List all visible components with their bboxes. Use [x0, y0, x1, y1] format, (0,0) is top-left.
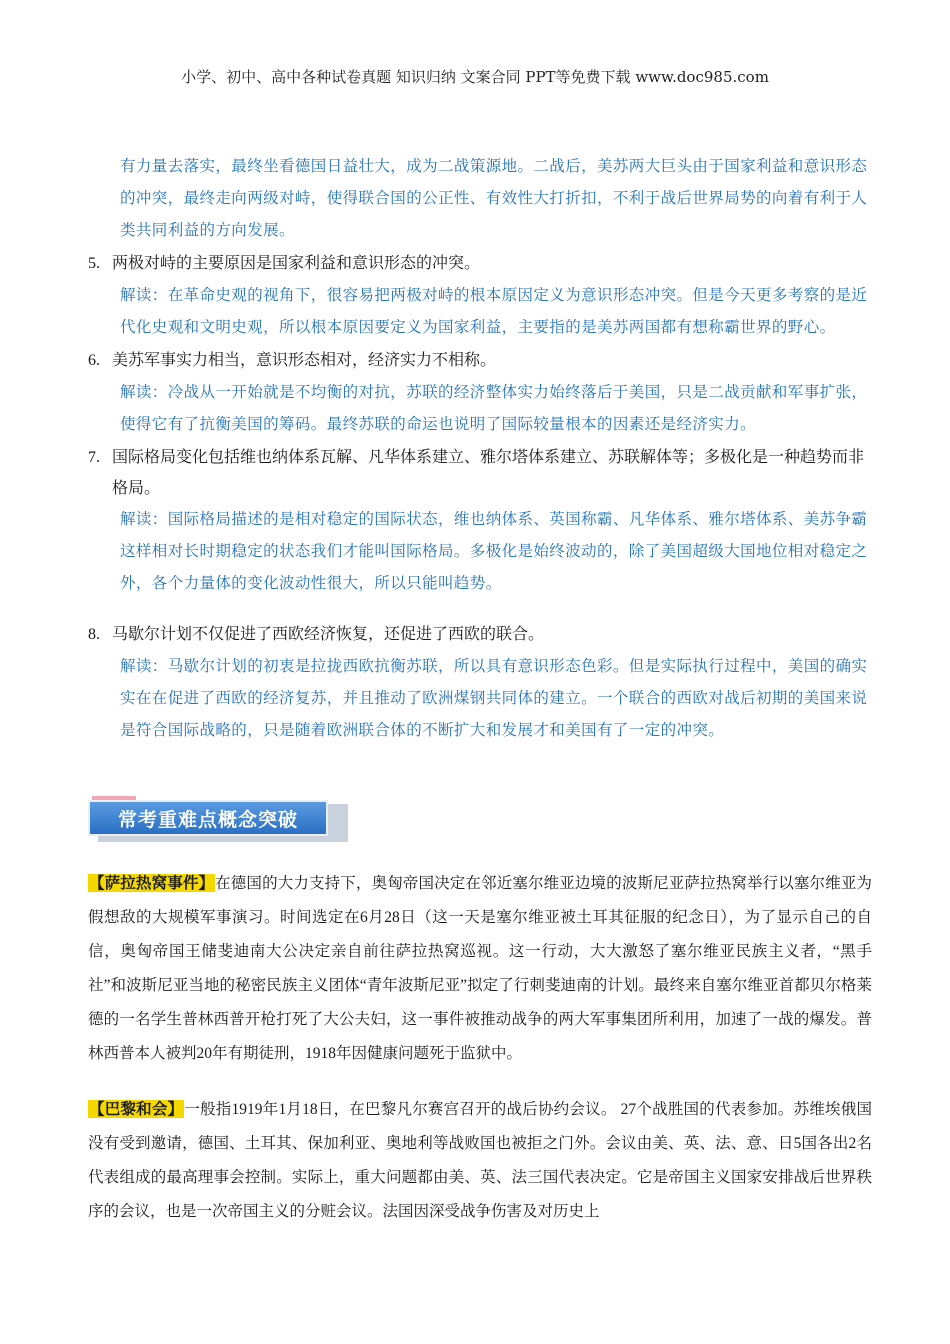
interp-label: 解读： [120, 510, 168, 528]
interp-text: 国际格局描述的是相对稳定的国际状态，维也纳体系、英国称霸、凡华体系、雅尔塔体系、美苏争霸这样相对长时期稳定的状态我们才能叫国际格局。多极化是始终波动的，除了美国超级大国地位相对稳定之外，各个力量体的变化波动性很大，所以只能叫趋势。 [120, 510, 868, 592]
list-item [88, 442, 870, 503]
list-item [88, 345, 870, 376]
concept-paragraph [88, 1092, 872, 1229]
header-text: 小学、初中、高中各种试卷真题 知识归纳 文案合同 PPT等免费下载 www.doc985.com [181, 68, 769, 86]
concept-tag: 【萨拉热窝事件】 [89, 874, 215, 892]
interpretation-paragraph [120, 376, 870, 440]
list-item [88, 248, 870, 279]
section-banner [88, 796, 348, 848]
interp-label: 解读： [120, 286, 168, 304]
interp-label: 解读： [120, 657, 168, 675]
concept-tag: 【巴黎和会】 [89, 1100, 184, 1118]
item-statement: 国际格局变化包括维也纳体系瓦解、凡华体系建立、雅尔塔体系建立、苏联解体等；多极化是一种趋势而非格局。 [112, 447, 865, 497]
item-number: 8. [88, 626, 100, 643]
concept-text: 在德国的大力支持下，奥匈帝国决定在邻近塞尔维亚边境的波斯尼亚萨拉热窝举行以塞尔维亚为假想敌的大规模军事演习。时间选定在6月28日（这一天是塞尔维亚被土耳其征服的纪念日），为了显示自己的自信，奥匈帝国王储斐迪南大公决定亲自前往萨拉热窝巡视。这一行动，大大激怒了塞尔维亚民族主义者，“黑手社”和波斯尼亚当地的秘密民族主义团体“青年波斯尼亚”拟定了行刺斐迪南的计划。最终来自塞尔维亚首都贝尔格莱德的一名学生普林西普开枪打死了大公夫妇，这一事件被推动战争的两大军事集团所利用，加速了一战的爆发。普林西普本人被判20年有期徒刑，1918年因健康问题死于监狱中。 [88, 875, 872, 1062]
item-number: 5. [88, 255, 100, 272]
interpretation-paragraph [120, 650, 870, 746]
concept-text: 一般指1919年1月18日，在巴黎凡尔赛宫召开的战后协约会议。 27个战胜国的代表参加。苏维埃俄国没有受到邀请，德国、土耳其、保加利亚、奥地利等战败国也被拒之门外。会议由美、英、法、意、日5国各出2名代表组成的最高理事会控制。实际上，重大问题都由美、英、法三国代表决定。它是帝国主义国家安排战后世界秩序的会议，也是一次帝国主义的分赃会议。法国因深受战争伤害及对历史上 [88, 1101, 872, 1220]
item-statement: 两极对峙的主要原因是国家利益和意识形态的冲突。 [112, 253, 481, 272]
interpretation-paragraph [120, 279, 870, 343]
section-title: 常考重难点概念突破 [88, 800, 328, 836]
interp-label: 解读： [120, 383, 168, 401]
continuation-paragraph: 有力量去落实，最终坐看德国日益壮大，成为二战策源地。二战后，美苏两大巨头由于国家利益和意识形态的冲突，最终走向两级对峙，使得联合国的公正性、有效性大打折扣，不利于战后世界局势的向着有利于人类共同利益的方向发展。 [120, 157, 868, 239]
interp-text: 冷战从一开始就是不均衡的对抗，苏联的经济整体实力始终落后于美国，只是二战贡献和军事扩张，使得它有了抗衡美国的筹码。最终苏联的命运也说明了国际较量根本的因素还是经济实力。 [120, 383, 868, 433]
main-content [88, 150, 870, 746]
item-statement: 美苏军事实力相当，意识形态相对，经济实力不相称。 [112, 350, 497, 369]
page-header [0, 66, 950, 87]
item-number: 6. [88, 352, 100, 369]
item-statement: 马歇尔计划不仅促进了西欧经济恢复，还促进了西欧的联合。 [112, 624, 545, 643]
list-item [88, 619, 870, 650]
item-number: 7. [88, 449, 100, 466]
concept-paragraph [88, 866, 872, 1071]
interp-text: 马歇尔计划的初衷是拉拢西欧抗衡苏联，所以具有意识形态色彩。但是实际执行过程中，美国的确实实在在促进了西欧的经济复苏，并且推动了欧洲煤钢共同体的建立。一个联合的西欧对战后初期的美国来说是符合国际战略的，只是随着欧洲联合体的不断扩大和发展才和美国有了一定的冲突。 [120, 657, 868, 739]
interpretation-paragraph [120, 503, 870, 599]
interp-text: 在革命史观的视角下，很容易把两极对峙的根本原因定义为意识形态冲突。但是今天更多考察的是近代化史观和文明史观，所以根本原因要定义为国家利益，主要指的是美苏两国都有想称霸世界的野心。 [120, 286, 868, 336]
